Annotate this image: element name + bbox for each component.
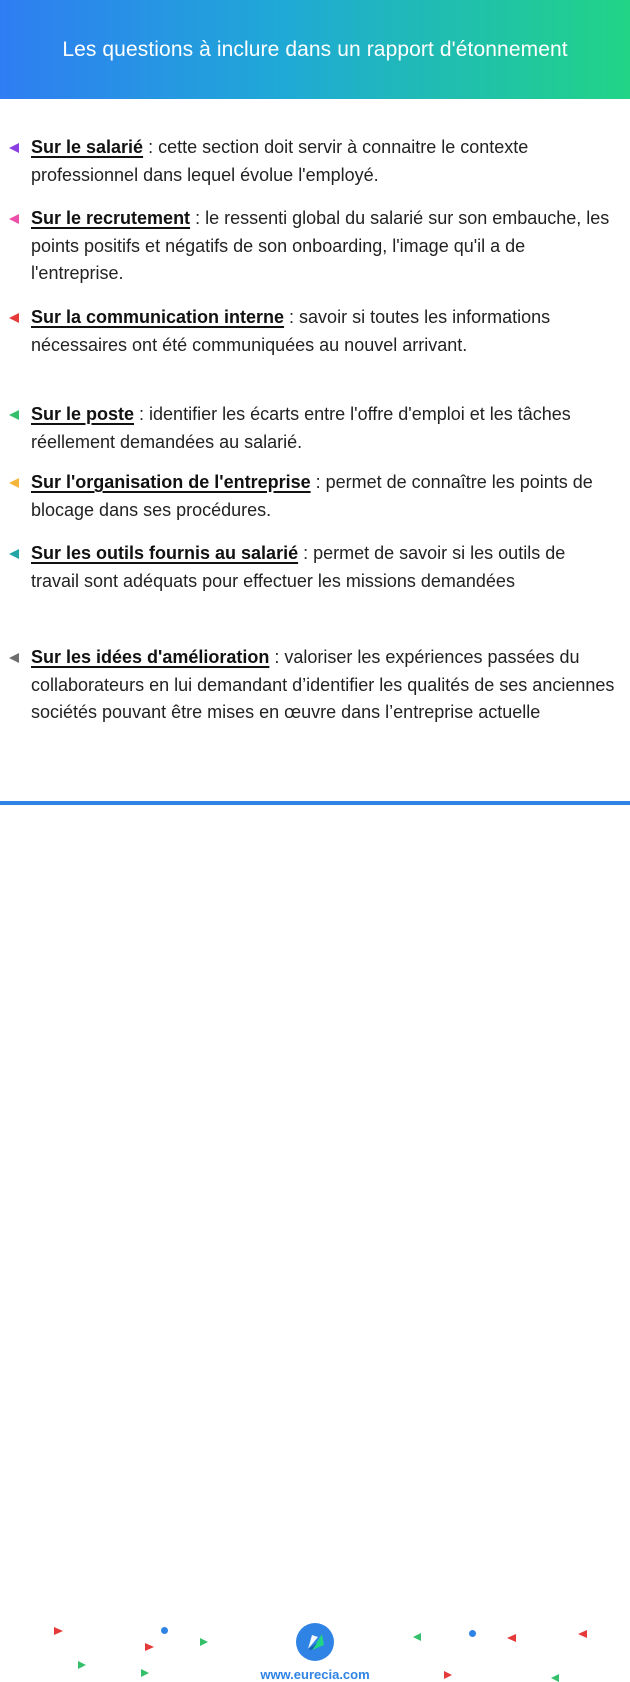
confetti-icon <box>507 1634 516 1642</box>
confetti-icon <box>200 1638 208 1646</box>
bullet-icon <box>9 478 19 488</box>
item-text <box>31 469 616 524</box>
item-text <box>31 644 616 727</box>
leaf-logo-icon <box>296 1623 334 1661</box>
bullet-icon <box>9 143 19 153</box>
bullet-icon <box>9 313 19 323</box>
confetti-icon <box>145 1643 154 1651</box>
item-heading: Sur le recrutement <box>31 208 191 228</box>
item-description: : le ressenti global du salarié sur son embauche, les points positifs et négatifs de son onboarding, l'image qu'il a de l'entreprise. <box>31 208 610 283</box>
eurecia-logo <box>296 1623 334 1661</box>
website-link[interactable]: www.eurecia.com <box>260 1667 370 1682</box>
header-banner <box>0 0 630 99</box>
confetti-icon <box>578 1630 587 1638</box>
confetti-icon <box>54 1627 63 1635</box>
item-description: : permet de connaître les points de blocage dans ses procédures. <box>31 472 593 520</box>
bullet-icon <box>9 214 19 224</box>
confetti-dot-icon <box>161 1627 168 1634</box>
page-title: Les questions à inclure dans un rapport d'étonnement <box>62 37 568 61</box>
bullet-icon <box>9 410 19 420</box>
item-heading: Sur la communication interne <box>31 307 285 327</box>
item-heading: Sur l'organisation de l'entreprise <box>31 472 311 492</box>
item-heading: Sur le poste <box>31 404 135 424</box>
item-description: : valoriser les expériences passées du collaborateurs en lui demandant d’identifier les qualités de ses anciennes sociétés pouvant être mises en œuvre dans l’entreprise actuelle <box>31 647 615 722</box>
item-heading: Sur les outils fournis au salarié <box>31 543 299 563</box>
confetti-dot-icon <box>469 1630 476 1637</box>
item-description: : identifier les écarts entre l'offre d'emploi et les tâches réellement demandées au salarié. <box>31 404 571 452</box>
item-text <box>31 401 616 456</box>
item-heading: Sur le salarié <box>31 137 144 157</box>
bullet-icon <box>9 549 19 559</box>
item-description: : permet de savoir si les outils de travail sont adéquats pour effectuer les missions demandées <box>31 543 566 591</box>
item-description: : savoir si toutes les informations nécessaires ont été communiquées au nouvel arrivant. <box>31 307 551 355</box>
confetti-icon <box>413 1633 421 1641</box>
item-heading: Sur les idées d'amélioration <box>31 647 270 667</box>
item-text <box>31 134 616 189</box>
item-text <box>31 205 616 288</box>
item-description: : cette section doit servir à connaitre le contexte professionnel dans lequel évolue l'employé. <box>31 137 529 185</box>
item-text <box>31 304 616 359</box>
item-text <box>31 540 616 595</box>
bullet-icon <box>9 653 19 663</box>
footer <box>0 805 630 1682</box>
